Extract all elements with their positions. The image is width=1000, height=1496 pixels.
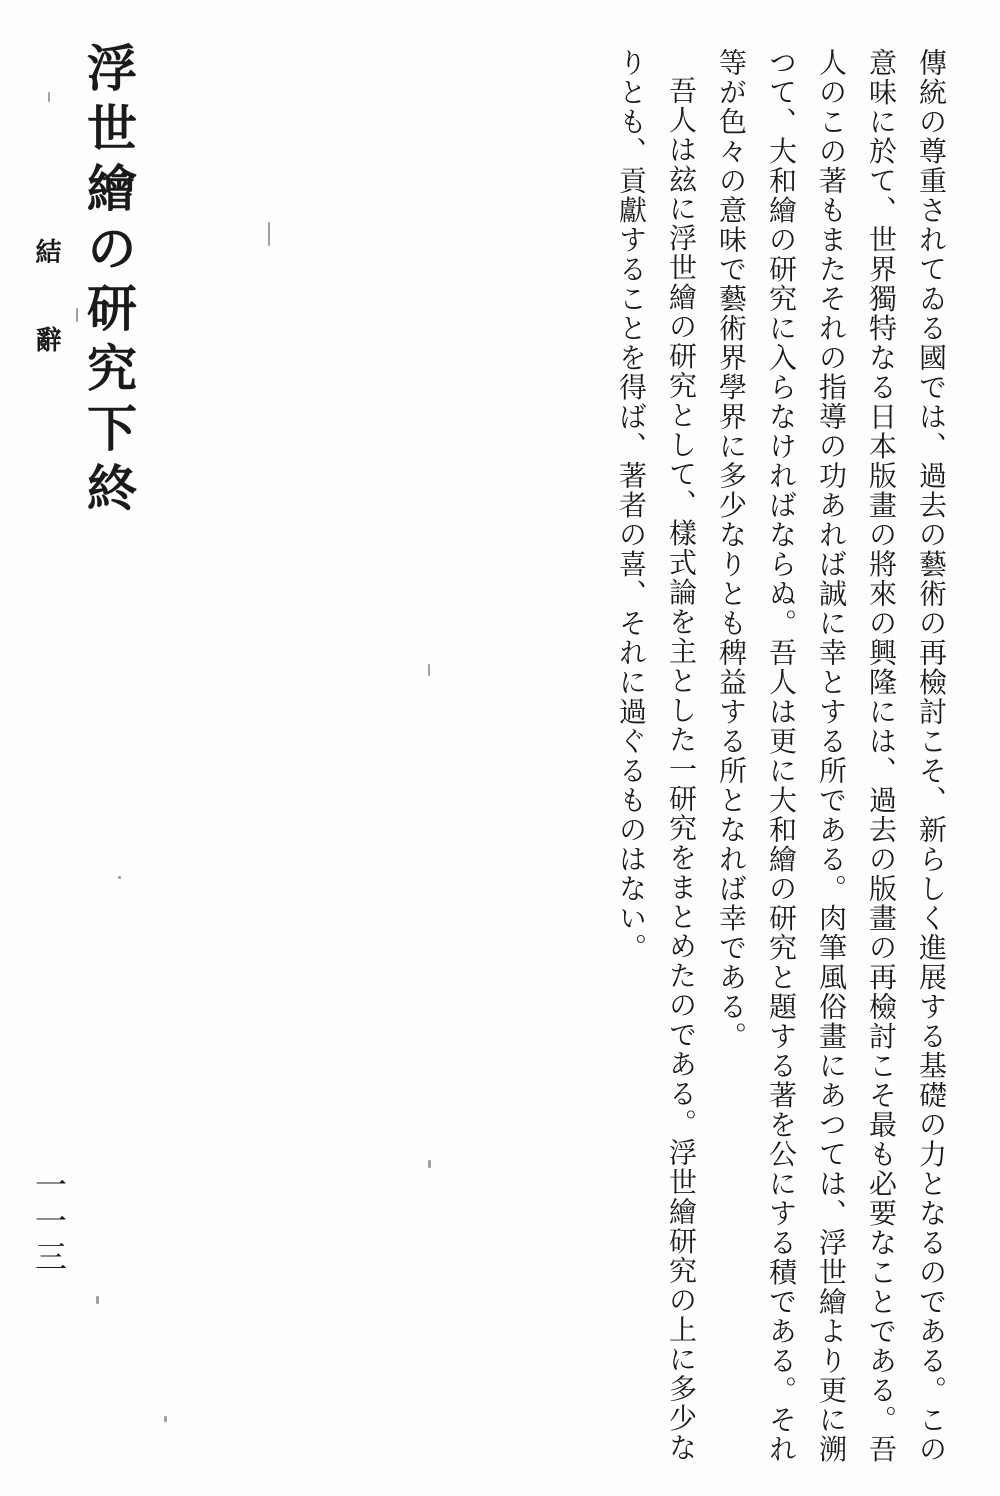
paragraph-2: 吾人は玆に浮世繪の研究として、樣式論を主とした一研究をまとめたのである。浮世繪研究の上に多少なりとも、貢獻することを得ば、著者の喜、それに過ぐるものはない。 [615,48,698,1463]
section-title: 結辭 [31,238,61,414]
paragraph-1: 傳統の尊重されてゐる國では、過去の藝術の再檢討こそ、新らしく進展する基礎の力となるのである。この意味に於て、世界獨特なる日本版畫の將來の興隆には、過去の版畫の再檢討こそ最も必要なことである。吾人のこの著もまたそれの指導の功あれば誠に幸とする所である。肉筆風俗畫にあつては、浮世繪より更に溯つて、大和繪の研究に入らなければならぬ。吾人は更に大和繪の研究と題する著を公にする積である。それ等が色々の意味で藝術界學界に多少なりとも稗益する所となれば幸である。 [715,48,948,1464]
paper-speck [428,664,430,676]
page-number: 一一三 [30,1168,68,1276]
paper-speck [268,222,270,246]
paper-speck [96,1296,99,1304]
body-text [606,48,956,1468]
paper-speck [76,308,78,322]
paper-speck [164,1416,167,1422]
paper-speck [428,1160,431,1168]
paper-speck [118,876,121,879]
book-title: 浮世繪の研究下終 [79,42,138,522]
paper-speck [48,92,50,102]
